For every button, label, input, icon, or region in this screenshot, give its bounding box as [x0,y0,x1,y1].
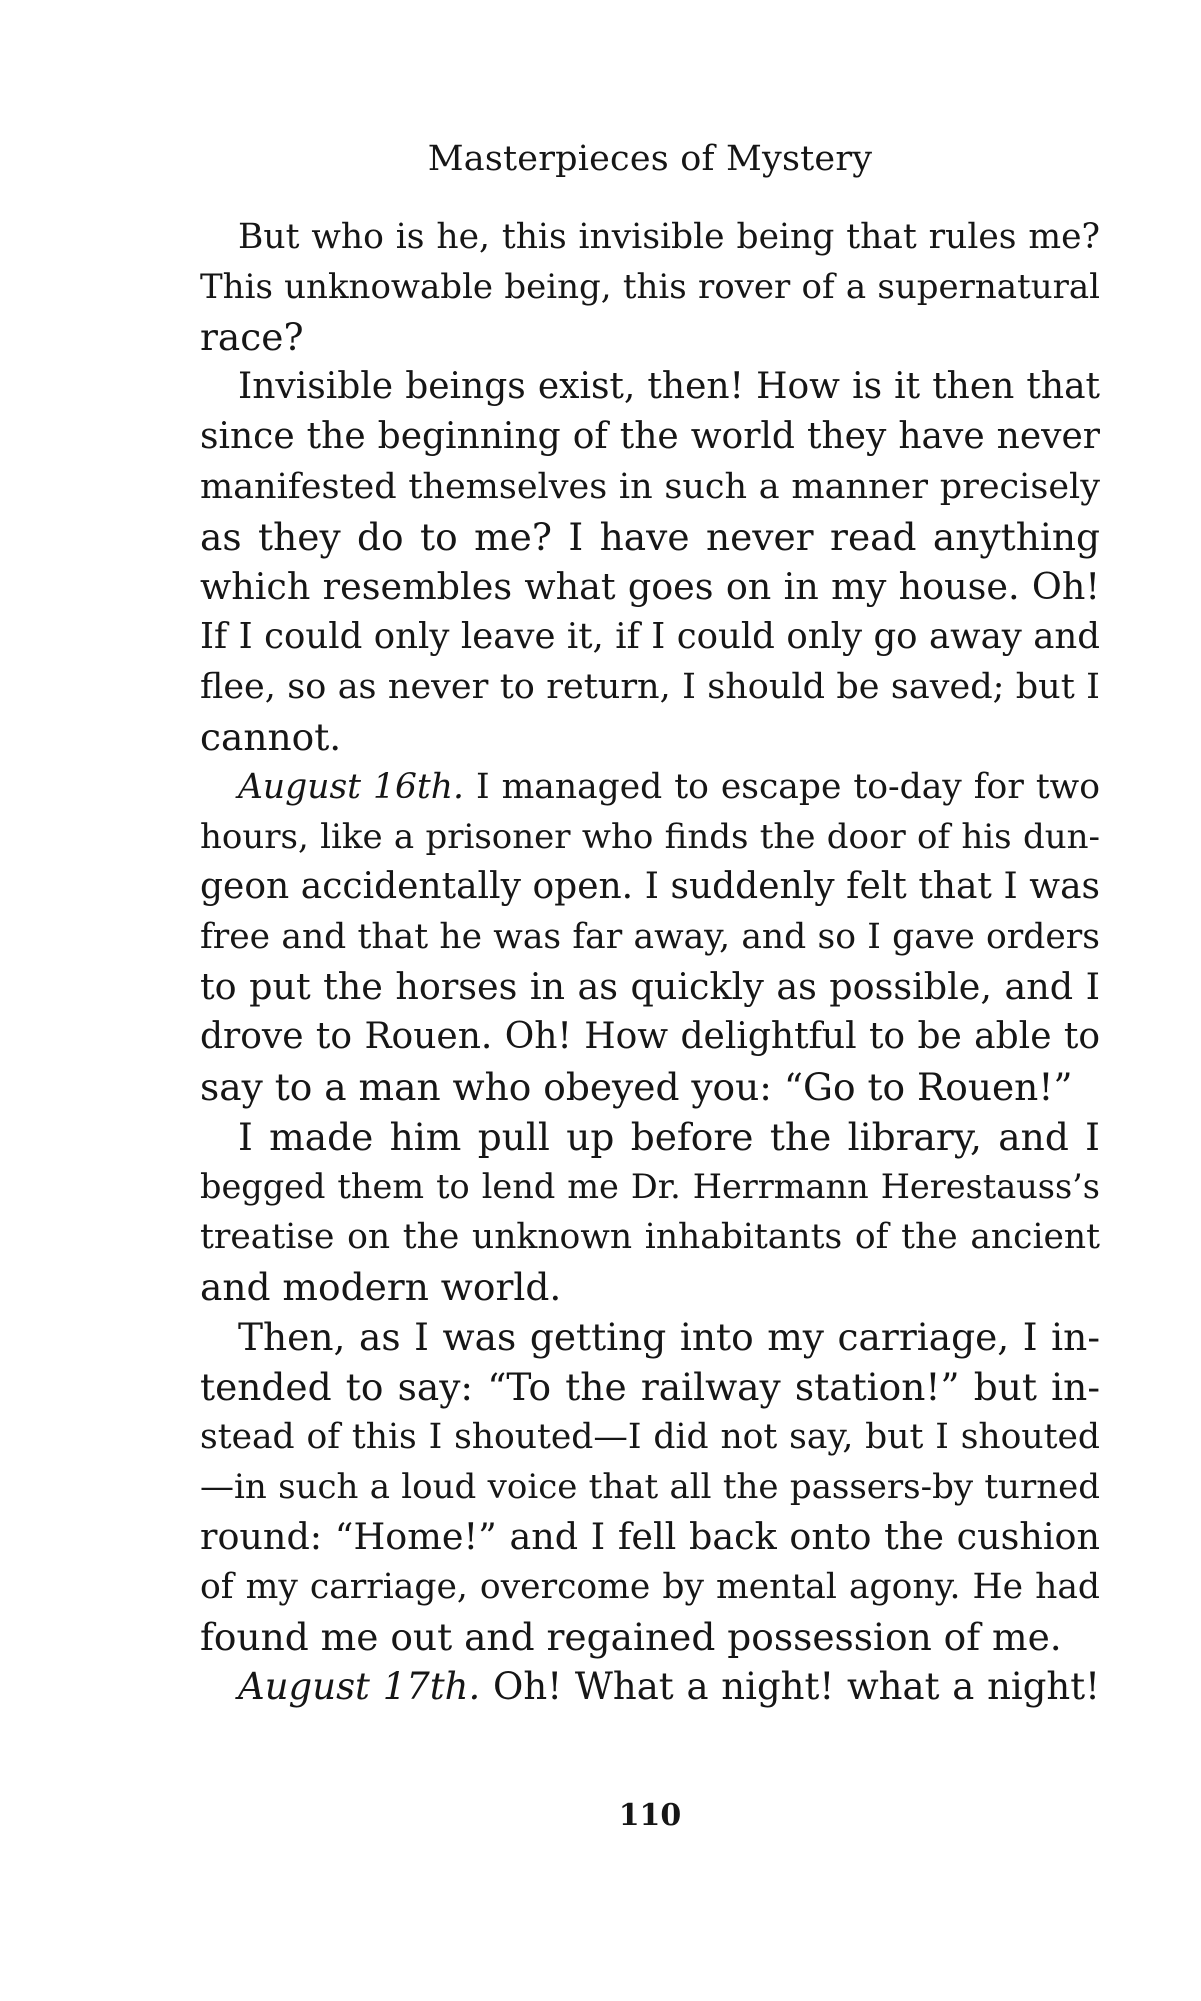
body-text [200,212,1100,1712]
text-line [200,512,1100,562]
text-line [200,1562,1100,1612]
line-text: Invisible beings exist, then! How is it then that [238,366,1100,407]
line-text: I made him pull up before the library, and I [238,1115,1100,1159]
line-text: say to a man who obeyed you: “Go to Rouen!” [200,1065,1073,1109]
line-text: and modern world. [200,1265,562,1309]
text-line [200,362,1100,412]
text-line [200,562,1100,612]
text-line [200,212,1100,262]
text-line [200,262,1100,312]
text-line [200,1062,1100,1112]
text-line [200,862,1100,912]
line-text: since the beginning of the world they have never [200,416,1100,457]
line-text: which resembles what goes on in my house. Oh! [200,565,1100,608]
line-text: manifested themselves in such a manner precisely [200,467,1100,507]
text-line [200,1262,1100,1312]
line-text: Then, as I was getting into my carriage, I in- [238,1315,1100,1359]
text-line [200,612,1100,662]
line-text: free and that he was far away, and so I gave orders [200,917,1100,957]
line-text: —in such a loud voice that all the passers-by turned [200,1467,1100,1507]
text-line [200,762,1100,812]
line-text: This unknowable being, this rover of a supernatural [200,267,1100,307]
text-line [200,1362,1100,1412]
page-number: 110 [618,1798,682,1833]
text-line [200,812,1100,862]
journal-date: August 16th. [238,767,464,807]
text-line [200,1412,1100,1462]
line-text: I managed to escape to-day for two [463,767,1100,807]
line-text: drove to Rouen. Oh! How delightful to be able to [200,1016,1100,1057]
text-line [200,912,1100,962]
line-text: cannot. [200,715,342,759]
line-text: geon accidentally open. I suddenly felt that I was [200,866,1100,907]
text-line [200,1662,1100,1712]
text-line [200,412,1100,462]
line-text: stead of this I shouted—I did not say, but I shouted [200,1417,1100,1457]
text-line [200,1012,1100,1062]
text-line [200,1612,1100,1662]
line-text: of my carriage, overcome by mental agony. He had [200,1567,1100,1607]
line-text: flee, so as never to return, I should be saved; but I [200,667,1100,707]
line-text: found me out and regained possession of me. [200,1615,1062,1659]
running-head: Masterpieces of Mystery [427,139,873,179]
line-text: If I could only leave it, if I could only go away and [200,616,1100,657]
line-text: But who is he, this invisible being that rules me? [238,217,1100,257]
text-line [200,712,1100,762]
text-line [200,662,1100,712]
journal-date: August 17th. [238,1665,481,1708]
line-text: hours, like a prisoner who finds the door of his dun- [200,817,1100,857]
line-text: round: “Home!” and I fell back onto the cushion [200,1515,1100,1558]
text-line [200,462,1100,512]
line-text: to put the horses in as quickly as possible, and I [200,965,1100,1008]
text-line [200,1162,1100,1212]
line-text: race? [200,315,304,359]
text-line [200,312,1100,362]
text-line [200,1512,1100,1562]
line-text: Oh! What a night! what a night! [480,1665,1100,1708]
line-text: treatise on the unknown inhabitants of the ancient [200,1217,1100,1257]
line-text: as they do to me? I have never read anything [200,515,1100,559]
text-line [200,1312,1100,1362]
line-text: begged them to lend me Dr. Herrmann Herestauss’s [200,1167,1100,1206]
text-line [200,962,1100,1012]
text-line [200,1462,1100,1512]
line-text: tended to say: “To the railway station!” but in- [200,1365,1100,1409]
text-line [200,1212,1100,1262]
text-line [200,1112,1100,1162]
